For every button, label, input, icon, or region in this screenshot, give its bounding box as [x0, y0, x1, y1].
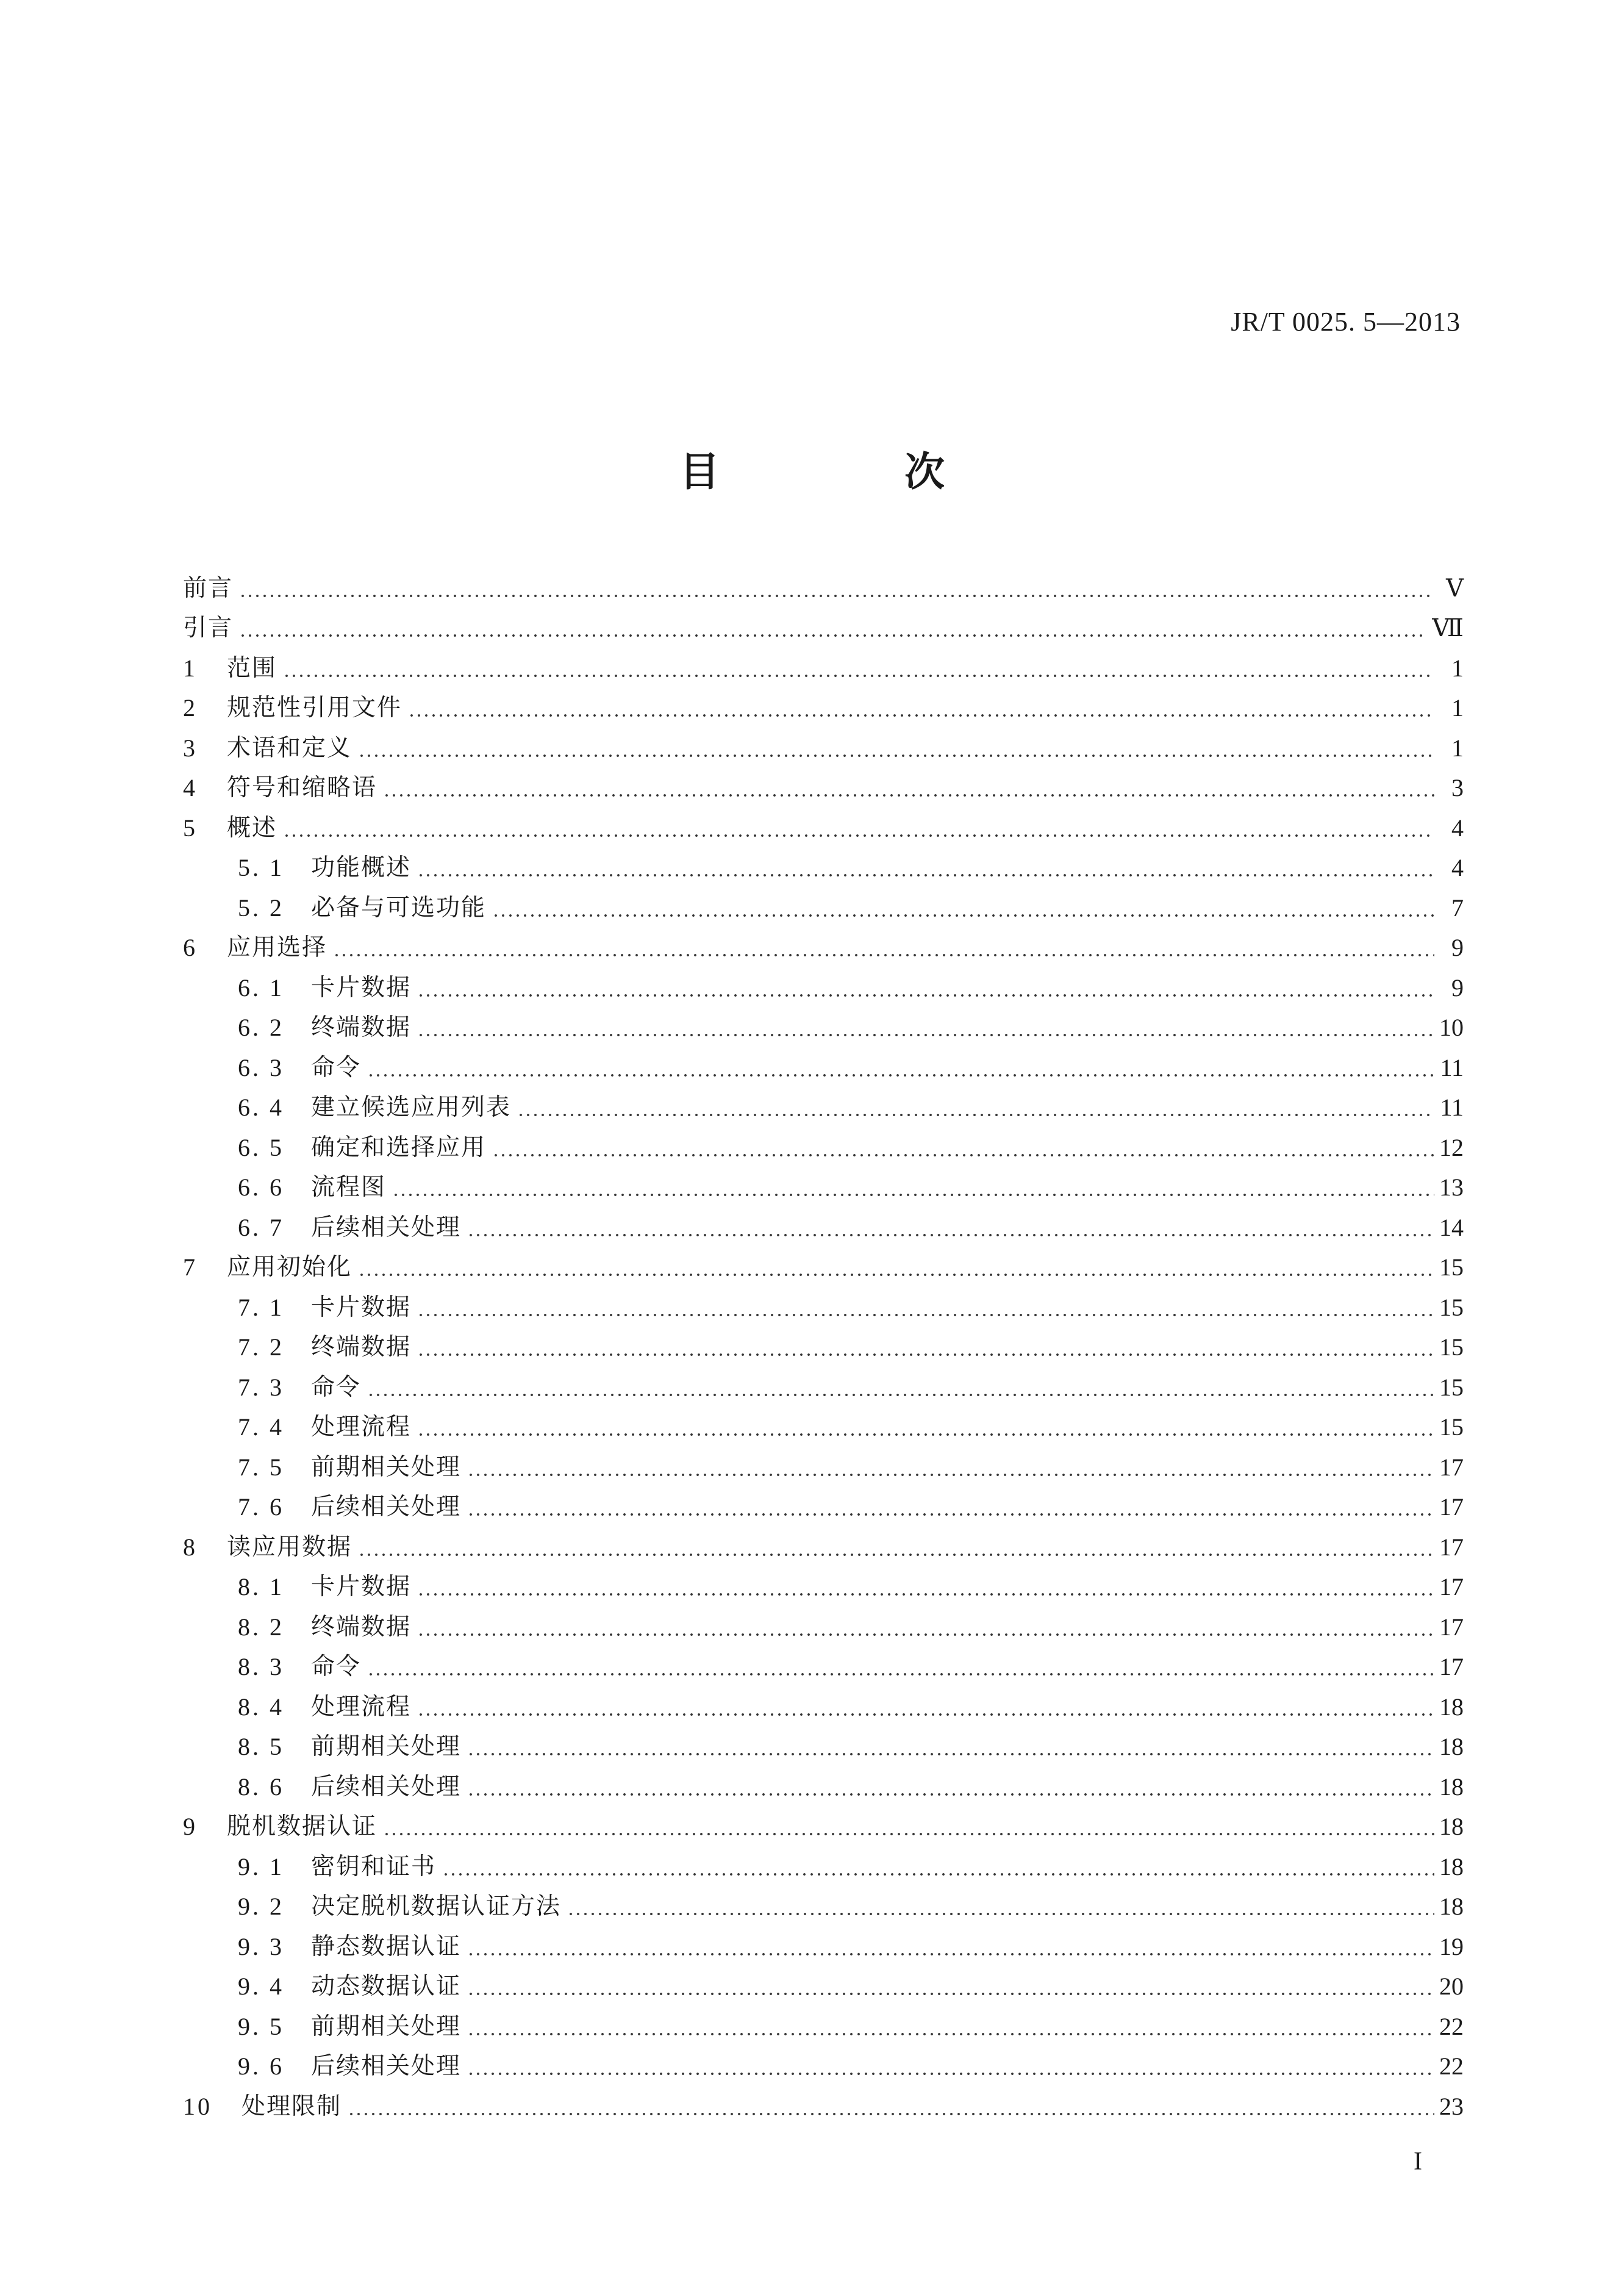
toc-entry-page: 9 — [1451, 973, 1464, 1002]
toc-entry-label: 卡片数据 — [311, 1573, 412, 1601]
toc-entry-page: 18 — [1439, 1893, 1464, 1921]
toc-entry-label: 应用初始化 — [227, 1253, 352, 1281]
table-of-contents — [183, 568, 1464, 2127]
toc-entry-label: 处理限制 — [241, 2092, 342, 2120]
toc-entry-page: Ⅴ — [1446, 574, 1464, 602]
toc-entry-8-2[interactable] — [183, 1607, 1464, 1647]
dot-leader — [417, 1296, 1434, 1320]
toc-entry-9-5[interactable] — [183, 2007, 1464, 2047]
dot-leader — [417, 856, 1434, 880]
toc-entry-label: 前期相关处理 — [311, 1733, 462, 1761]
toc-entry-label: 建立候选应用列表 — [311, 1094, 512, 1122]
dot-leader — [408, 696, 1434, 720]
toc-entry-number: 7. 1 — [238, 1293, 284, 1321]
dot-leader — [367, 1655, 1434, 1679]
toc-entry-label: 卡片数据 — [311, 973, 412, 1002]
toc-entry-5-2[interactable] — [183, 888, 1464, 928]
toc-entry-label: 后续相关处理 — [311, 1213, 462, 1241]
dot-leader — [467, 1775, 1434, 1799]
toc-entry-page: 18 — [1439, 1693, 1464, 1721]
toc-entry-label: 处理流程 — [311, 1693, 412, 1721]
toc-entry-page: 15 — [1439, 1373, 1464, 1401]
toc-entry-page: 15 — [1439, 1333, 1464, 1361]
toc-entry-label: 功能概述 — [311, 854, 412, 882]
toc-entry-3[interactable] — [183, 728, 1464, 769]
toc-entry-number: 7. 5 — [238, 1453, 284, 1481]
toc-entry-page: 15 — [1439, 1413, 1464, 1441]
dot-leader — [383, 776, 1434, 800]
toc-entry-label: 必备与可选功能 — [311, 894, 487, 922]
toc-entry-7-1[interactable] — [183, 1288, 1464, 1328]
toc-entry-page: 15 — [1439, 1293, 1464, 1321]
toc-entry-number: 7 — [183, 1253, 198, 1281]
page-title: 目 次 — [679, 448, 1030, 495]
toc-entry-page: 7 — [1451, 894, 1464, 922]
toc-entry-number: 9. 3 — [238, 1932, 284, 1960]
dot-leader — [283, 816, 1434, 840]
toc-entry-page: 18 — [1439, 1852, 1464, 1880]
toc-entry-page: 4 — [1451, 814, 1464, 842]
dot-leader — [467, 1216, 1434, 1240]
dot-leader — [467, 1735, 1434, 1759]
toc-entry-9-4[interactable] — [183, 1967, 1464, 2007]
toc-entry-page: 18 — [1439, 1733, 1464, 1761]
toc-entry-page: 9 — [1451, 934, 1464, 962]
dot-leader — [383, 1815, 1434, 1839]
toc-entry-9[interactable] — [183, 1807, 1464, 1848]
toc-entry-label: 后续相关处理 — [311, 2052, 462, 2081]
toc-entry-6-2[interactable] — [183, 1008, 1464, 1048]
toc-entry-7-3[interactable] — [183, 1367, 1464, 1408]
dot-leader — [517, 1095, 1434, 1120]
toc-entry-9-3[interactable] — [183, 1927, 1464, 1967]
toc-entry-6[interactable] — [183, 928, 1464, 969]
toc-entry-page: 19 — [1439, 1932, 1464, 1960]
toc-entry-number: 3 — [183, 734, 198, 762]
toc-entry-number: 8. 5 — [238, 1733, 284, 1761]
toc-entry-1[interactable] — [183, 648, 1464, 689]
document-code: JR/T 0025. 5—2013 — [1231, 307, 1461, 337]
toc-entry-label: 后续相关处理 — [311, 1772, 462, 1801]
toc-entry-label: 符号和缩略语 — [227, 774, 377, 802]
toc-entry-label: 后续相关处理 — [311, 1493, 462, 1521]
dot-leader — [467, 1495, 1434, 1519]
toc-entry-7-5[interactable] — [183, 1447, 1464, 1488]
toc-entry-page: 3 — [1451, 774, 1464, 802]
toc-entry-page: 11 — [1440, 1053, 1464, 1081]
toc-entry-label: 命令 — [311, 1053, 362, 1081]
dot-leader — [239, 576, 1434, 601]
dot-leader — [417, 1415, 1434, 1439]
toc-entry-8-3[interactable] — [183, 1647, 1464, 1688]
toc-entry-number: 7. 3 — [238, 1373, 284, 1401]
toc-entry-number: 5 — [183, 814, 198, 842]
dot-leader — [358, 1255, 1434, 1280]
toc-entry-introduction[interactable] — [183, 609, 1464, 649]
dot-leader — [467, 1974, 1434, 1999]
toc-entry-label: 规范性引用文件 — [227, 694, 402, 722]
dot-leader — [442, 1855, 1434, 1879]
toc-entry-page: 10 — [1439, 1014, 1464, 1042]
toc-entry-8-5[interactable] — [183, 1727, 1464, 1768]
dot-leader — [417, 1016, 1434, 1040]
toc-entry-8[interactable] — [183, 1527, 1464, 1568]
toc-entry-label: 流程图 — [311, 1174, 387, 1202]
toc-entry-number: 6. 7 — [238, 1213, 284, 1241]
toc-entry-page: 18 — [1439, 1813, 1464, 1841]
toc-entry-9-1[interactable] — [183, 1847, 1464, 1887]
dot-leader — [417, 1615, 1434, 1640]
toc-entry-page: 17 — [1439, 1653, 1464, 1681]
toc-entry-number: 7. 4 — [238, 1413, 284, 1441]
dot-leader — [367, 1375, 1434, 1400]
toc-entry-label: 动态数据认证 — [311, 1973, 462, 2001]
dot-leader — [492, 1136, 1434, 1160]
toc-entry-label: 前言 — [183, 574, 234, 602]
toc-entry-9-6[interactable] — [183, 2047, 1464, 2087]
toc-entry-7-6[interactable] — [183, 1488, 1464, 1528]
toc-entry-number: 8. 6 — [238, 1772, 284, 1801]
toc-entry-5[interactable] — [183, 808, 1464, 848]
dot-leader — [392, 1175, 1434, 1200]
toc-entry-number: 8. 4 — [238, 1693, 284, 1721]
toc-entry-page: 18 — [1439, 1772, 1464, 1801]
toc-entry-label: 术语和定义 — [227, 734, 352, 762]
toc-entry-number: 6. 6 — [238, 1174, 284, 1202]
toc-entry-number: 7. 2 — [238, 1333, 284, 1361]
toc-entry-label: 范围 — [227, 654, 277, 682]
toc-entry-page: 20 — [1439, 1973, 1464, 2001]
toc-entry-number: 9. 5 — [238, 2012, 284, 2040]
toc-entry-label: 命令 — [311, 1373, 362, 1401]
toc-entry-number: 9. 2 — [238, 1893, 284, 1921]
dot-leader — [567, 1894, 1434, 1919]
toc-entry-page: 1 — [1451, 734, 1464, 762]
toc-entry-page: 17 — [1439, 1453, 1464, 1481]
toc-entry-number: 9 — [183, 1813, 198, 1841]
toc-entry-number: 2 — [183, 694, 198, 722]
toc-entry-number: 4 — [183, 774, 198, 802]
toc-entry-5-1[interactable] — [183, 848, 1464, 889]
toc-entry-label: 静态数据认证 — [311, 1932, 462, 1960]
toc-entry-8-1[interactable] — [183, 1568, 1464, 1608]
toc-entry-page: 17 — [1439, 1493, 1464, 1521]
toc-entry-number: 7. 6 — [238, 1493, 284, 1521]
toc-entry-6-7[interactable] — [183, 1208, 1464, 1248]
dot-leader — [417, 976, 1434, 1000]
toc-entry-4[interactable] — [183, 769, 1464, 809]
toc-entry-number: 6. 3 — [238, 1053, 284, 1081]
toc-entry-number: 6. 2 — [238, 1014, 284, 1042]
toc-entry-number: 8 — [183, 1533, 198, 1561]
dot-leader — [239, 616, 1427, 640]
toc-entry-page: 17 — [1439, 1573, 1464, 1601]
toc-entry-number: 6 — [183, 934, 198, 962]
toc-entry-6-1[interactable] — [183, 968, 1464, 1008]
toc-entry-number: 5. 2 — [238, 894, 284, 922]
toc-entry-number: 9. 6 — [238, 2052, 284, 2081]
dot-leader — [367, 1056, 1434, 1080]
toc-entry-label: 终端数据 — [311, 1613, 412, 1641]
dot-leader — [417, 1695, 1434, 1719]
toc-entry-page: 11 — [1440, 1094, 1464, 1122]
toc-entry-label: 确定和选择应用 — [311, 1133, 487, 1161]
dot-leader — [467, 2054, 1434, 2079]
toc-entry-label: 引言 — [183, 614, 234, 642]
toc-entry-number: 5. 1 — [238, 854, 284, 882]
toc-entry-label: 脱机数据认证 — [227, 1813, 377, 1841]
toc-entry-6-4[interactable] — [183, 1088, 1464, 1128]
toc-entry-page: 4 — [1451, 854, 1464, 882]
toc-entry-number: 8. 1 — [238, 1573, 284, 1601]
toc-entry-page: 23 — [1439, 2092, 1464, 2120]
dot-leader — [348, 2095, 1434, 2119]
toc-entry-10[interactable] — [183, 2087, 1464, 2127]
toc-entry-number: 6. 5 — [238, 1133, 284, 1161]
toc-entry-page: 1 — [1451, 654, 1464, 682]
toc-entry-number: 1 — [183, 654, 198, 682]
toc-entry-page: 17 — [1439, 1613, 1464, 1641]
toc-entry-page: Ⅶ — [1432, 614, 1464, 642]
toc-entry-8-6[interactable] — [183, 1767, 1464, 1807]
toc-entry-6-6[interactable] — [183, 1168, 1464, 1208]
toc-entry-page: 15 — [1439, 1253, 1464, 1281]
dot-leader — [492, 896, 1434, 920]
toc-entry-number: 6. 1 — [238, 973, 284, 1002]
dot-leader — [333, 936, 1434, 960]
dot-leader — [417, 1575, 1434, 1599]
toc-entry-label: 密钥和证书 — [311, 1852, 437, 1880]
toc-entry-page: 12 — [1439, 1133, 1464, 1161]
toc-entry-page: 1 — [1451, 694, 1464, 722]
dot-leader — [283, 656, 1434, 681]
page-number: I — [1414, 2148, 1422, 2176]
toc-entry-label: 前期相关处理 — [311, 1453, 462, 1481]
toc-entry-number: 8. 2 — [238, 1613, 284, 1641]
dot-leader — [467, 2015, 1434, 2039]
toc-entry-label: 读应用数据 — [227, 1533, 352, 1561]
toc-entry-label: 概述 — [227, 814, 277, 842]
toc-entry-page: 22 — [1439, 2052, 1464, 2081]
toc-entry-7[interactable] — [183, 1248, 1464, 1288]
dot-leader — [358, 736, 1434, 761]
toc-entry-6-3[interactable] — [183, 1048, 1464, 1088]
toc-entry-label: 终端数据 — [311, 1333, 412, 1361]
toc-entry-number: 6. 4 — [238, 1094, 284, 1122]
toc-entry-7-2[interactable] — [183, 1328, 1464, 1368]
toc-entry-foreword[interactable] — [183, 568, 1464, 609]
toc-entry-label: 终端数据 — [311, 1014, 412, 1042]
dot-leader — [467, 1455, 1434, 1480]
toc-entry-6-5[interactable] — [183, 1128, 1464, 1168]
toc-entry-label: 前期相关处理 — [311, 2012, 462, 2040]
toc-entry-label: 处理流程 — [311, 1413, 412, 1441]
toc-entry-2[interactable] — [183, 689, 1464, 729]
toc-entry-number: 8. 3 — [238, 1653, 284, 1681]
toc-entry-9-2[interactable] — [183, 1887, 1464, 1927]
toc-entry-8-4[interactable] — [183, 1687, 1464, 1727]
toc-entry-7-4[interactable] — [183, 1408, 1464, 1448]
toc-entry-label: 卡片数据 — [311, 1293, 412, 1321]
toc-entry-number: 9. 1 — [238, 1852, 284, 1880]
dot-leader — [417, 1335, 1434, 1360]
dot-leader — [467, 1935, 1434, 1959]
toc-entry-number: 9. 4 — [238, 1973, 284, 2001]
toc-entry-page: 22 — [1439, 2012, 1464, 2040]
toc-entry-page: 17 — [1439, 1533, 1464, 1561]
toc-entry-number: 10 — [183, 2092, 212, 2120]
toc-entry-label: 命令 — [311, 1653, 362, 1681]
toc-entry-page: 13 — [1439, 1174, 1464, 1202]
dot-leader — [358, 1535, 1434, 1560]
toc-entry-label: 应用选择 — [227, 934, 327, 962]
toc-entry-page: 14 — [1439, 1213, 1464, 1241]
toc-entry-label: 决定脱机数据认证方法 — [311, 1893, 562, 1921]
